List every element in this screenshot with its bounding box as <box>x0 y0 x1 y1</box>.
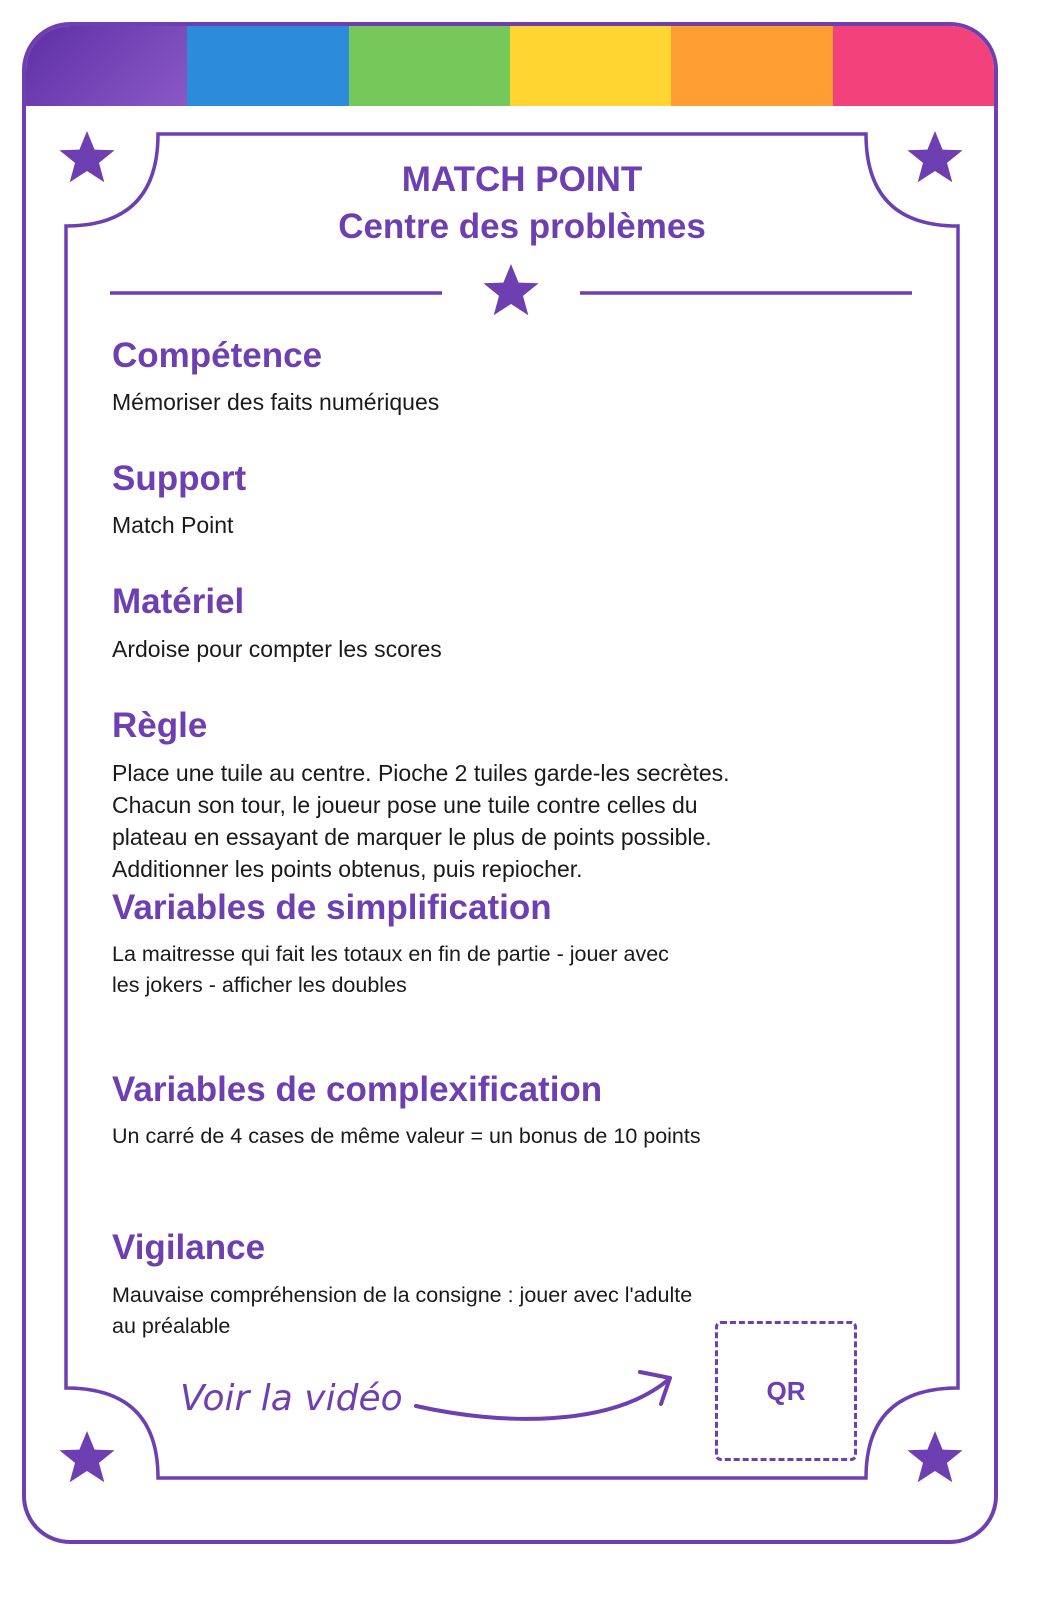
text-line: Un carré de 4 cases de même valeur = un bonus de 10 points <box>112 1124 701 1148</box>
star-icon <box>907 1431 962 1482</box>
vigilance-heading: Vigilance <box>112 1228 266 1267</box>
arrow-icon <box>416 1372 670 1419</box>
text-line: Ardoise pour compter les scores <box>112 636 442 662</box>
competence-heading: Compétence <box>112 336 323 375</box>
complexification-text <box>112 1121 701 1152</box>
text-line: les jokers - afficher les doubles <box>112 973 407 997</box>
text-line: au préalable <box>112 1314 231 1338</box>
complexification-heading: Variables de complexification <box>112 1070 603 1109</box>
qr-label: QR <box>766 1375 806 1406</box>
text-line: Mémoriser des faits numériques <box>112 389 440 415</box>
text-line: plateau en essayant de marquer le plus de points possible. <box>112 824 712 850</box>
text-line: Additionner les points obtenus, puis repiocher. <box>112 856 583 882</box>
text-line: Place une tuile au centre. Pioche 2 tuiles garde-les secrètes. <box>112 760 730 786</box>
text-line: Chacun son tour, le joueur pose une tuile contre celles du <box>112 792 698 818</box>
card-title: MATCH POINT <box>401 160 643 199</box>
regle-heading: Règle <box>112 706 208 745</box>
materiel-text <box>112 633 442 665</box>
text-line: Mauvaise compréhension de la consigne : jouer avec l'adulte <box>112 1283 693 1307</box>
vigilance-text <box>112 1280 692 1342</box>
support-heading: Support <box>112 459 247 498</box>
materiel-heading: Matériel <box>112 582 245 621</box>
text-line: Match Point <box>112 512 234 538</box>
regle-text <box>112 757 730 885</box>
card-subtitle: Centre des problèmes <box>338 207 706 246</box>
qr-code-placeholder[interactable] <box>715 1321 857 1461</box>
text-line: La maitresse qui fait les totaux en fin de partie - jouer avec <box>112 942 669 966</box>
simplification-text <box>112 939 669 1001</box>
support-text <box>112 509 233 541</box>
video-link[interactable]: Voir la vidéo <box>180 1378 403 1419</box>
star-icon <box>483 264 538 315</box>
simplification-heading: Variables de simplification <box>112 888 552 927</box>
competence-text <box>112 386 439 418</box>
star-icon <box>59 1431 114 1482</box>
